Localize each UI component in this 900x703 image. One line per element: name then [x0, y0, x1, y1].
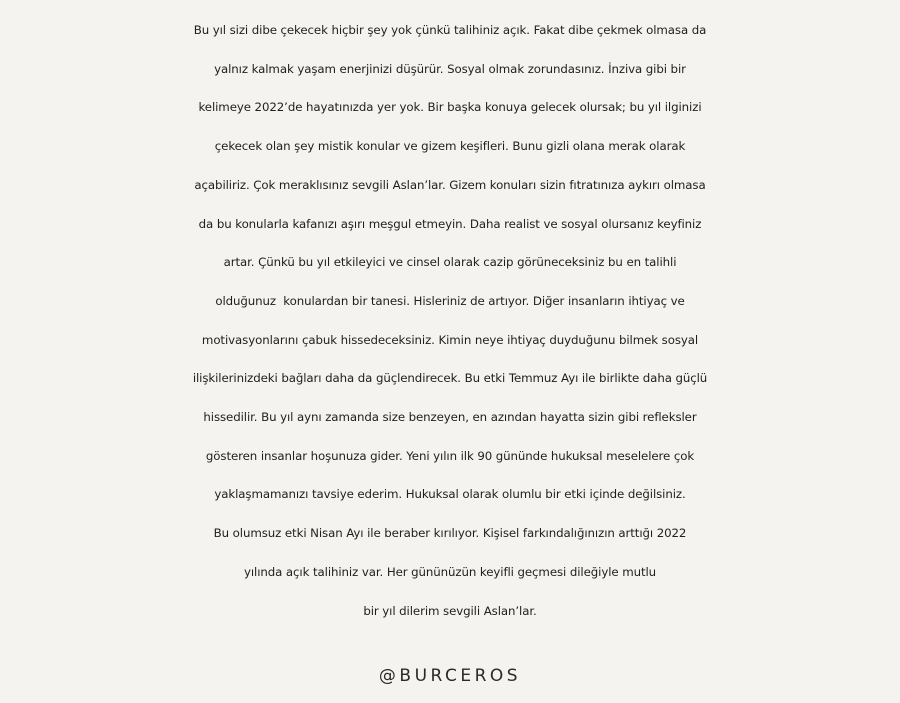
text-line: yılında açık talihiniz var. Her gününüzün keyifli geçmesi dileğiyle mutlu	[243, 564, 657, 579]
horoscope-text	[0, 11, 900, 630]
text-line: açabiliriz. Çok meraklısınız sevgili Aslan’lar. Gizem konuları sizin fıtratınıza aykırı olmasa	[194, 177, 706, 192]
text-line: artar. Çünkü bu yıl etkileyici ve cinsel olarak cazip görüneceksiniz bu en talihli	[223, 255, 677, 270]
text-line: yaklaşmamanızı tavsiye ederim. Hukuksal olarak olumlu bir etki içinde değilsiniz.	[214, 487, 686, 502]
text-line: Bu olumsuz etki Nisan Ayı ile beraber kırılıyor. Kişisel farkındalığınızın arttığı 2022	[213, 526, 687, 541]
text-line: Bu yıl sizi dibe çekecek hiçbir şey yok çünkü talihiniz açık. Fakat dibe çekmek olmasa da	[193, 23, 707, 37]
text-line: kelimeye 2022’de hayatınızda yer yok. Bir başka konuya gelecek olursak; bu yıl ilginizi	[198, 100, 702, 115]
text-line: gösteren insanlar hoşunuza gider. Yeni yılın ilk 90 gününde hukuksal meselelere çok	[205, 448, 695, 463]
text-line: bir yıl dilerim sevgili Aslan’lar.	[363, 603, 537, 618]
text-line: çekecek olan şey mistik konular ve gizem keşifleri. Bunu gizli olana merak olarak	[214, 139, 686, 154]
text-line: da bu konularla kafanızı aşırı meşgul etmeyin. Daha realist ve sosyal olursanız keyfiniz	[198, 216, 702, 231]
author-handle: @BURCEROS	[378, 666, 522, 686]
text-line: yalnız kalmak yaşam enerjinizi düşürür. Sosyal olmak zorundasınız. İnziva gibi bir	[214, 61, 686, 76]
text-line: hissedilir. Bu yıl aynı zamanda size benzeyen, en azından hayatta sizin gibi refleksler	[203, 410, 697, 425]
text-line: motivasyonlarını çabuk hissedeceksiniz. Kimin neye ihtiyaç duyduğunu bilmek sosyal	[201, 332, 699, 347]
text-line: olduğunuz konulardan bir tanesi. Hisleriniz de artıyor. Diğer insanların ihtiyaç ve	[215, 293, 685, 308]
text-line: ilişkilerinizdeki bağları daha da güçlendirecek. Bu etki Temmuz Ayı ile birlikte daha güçlü	[192, 371, 708, 386]
